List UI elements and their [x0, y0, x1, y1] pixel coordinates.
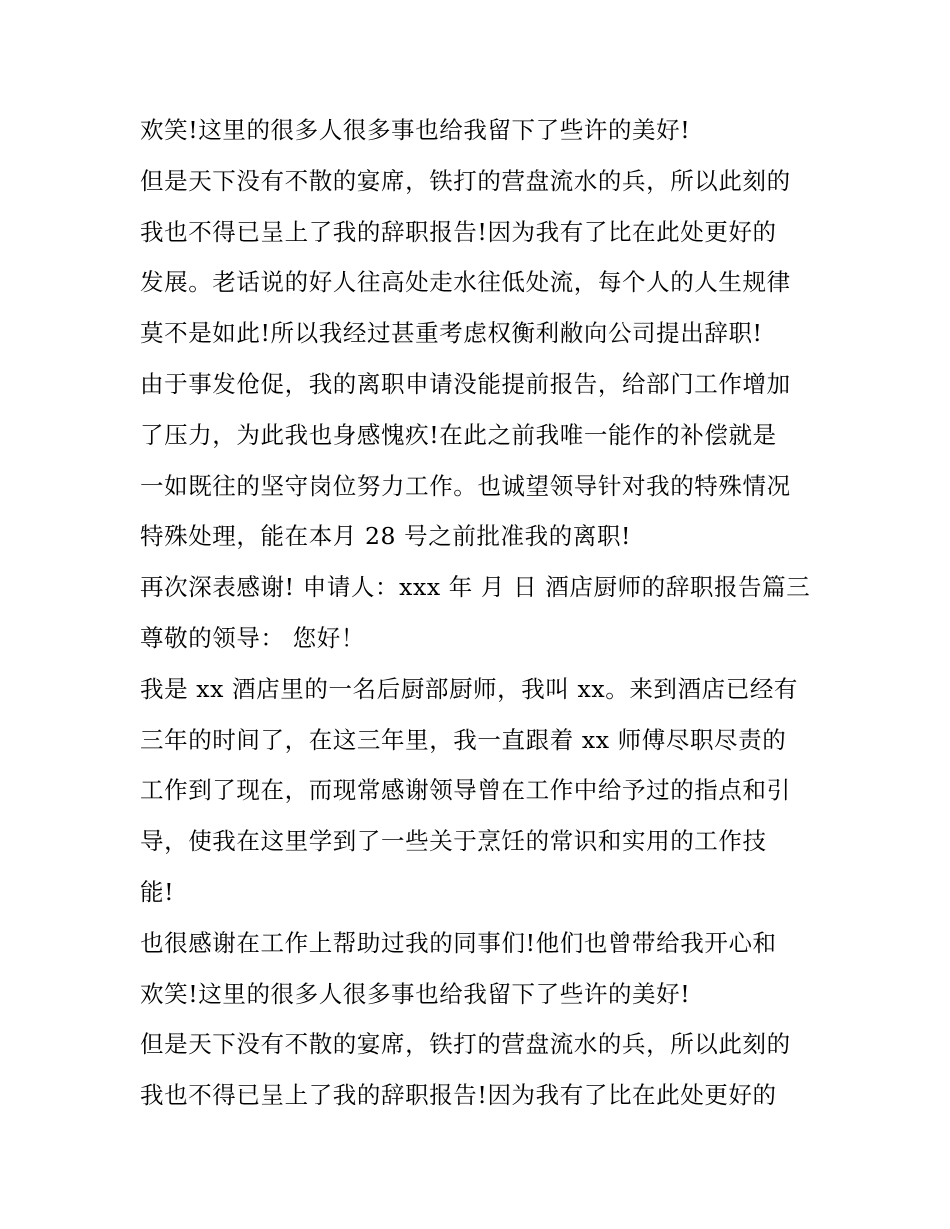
text-line: 我也不得已呈上了我的辞职报告!因为我有了比在此处更好的: [140, 1081, 777, 1110]
text-line: 能!: [140, 877, 175, 906]
text-line: 欢笑!这里的很多人很多事也给我留下了些许的美好!: [140, 979, 691, 1008]
text-line: 但是天下没有不散的宴席，铁打的营盘流水的兵，所以此刻的: [140, 166, 791, 195]
text-line: 导，使我在这里学到了一些关于烹饪的常识和实用的工作技: [140, 827, 767, 856]
text-line: 欢笑!这里的很多人很多事也给我留下了些许的美好!: [140, 116, 691, 144]
text-line: 尊敬的领导： 您好！: [140, 623, 365, 652]
text-line: 一如既往的坚守岗位努力工作。也诚望领导针对我的特殊情况: [140, 471, 791, 500]
text-line: 我也不得已呈上了我的辞职报告!因为我有了比在此处更好的: [140, 217, 777, 246]
text-line: 由于事发伧促，我的离职申请没能提前报告，给部门工作增加: [140, 369, 791, 398]
text-line: 我是 xx 酒店里的一名后厨部厨师，我叫 xx。来到酒店已经有: [140, 674, 799, 703]
document-body: [140, 105, 820, 1121]
text-line: 再次深表感谢! 申请人：xxx 年 月 日 酒店厨师的辞职报告篇三: [140, 573, 811, 602]
text-line: 三年的时间了，在这三年里，我一直跟着 xx 师傅尽职尽责的: [140, 725, 787, 754]
text-line: 也很感谢在工作上帮助过我的同事们!他们也曾带给我开心和: [140, 928, 777, 957]
text-line: 了压力，为此我也身感愧疚!在此之前我唯一能作的补偿就是: [140, 420, 777, 449]
text-line: 工作到了现在，而现常感谢领导曾在工作中给予过的指点和引: [140, 776, 791, 805]
text-line: 特殊处理，能在本月 28 号之前批准我的离职!: [140, 522, 632, 551]
text-line: 发展。老话说的好人往高处走水往低处流，每个人的人生规律: [140, 268, 791, 297]
text-line: 莫不是如此!所以我经过甚重考虑权衡利敝向公司提出辞职!: [140, 319, 763, 348]
text-line: 但是天下没有不散的宴席，铁打的营盘流水的兵，所以此刻的: [140, 1030, 791, 1059]
